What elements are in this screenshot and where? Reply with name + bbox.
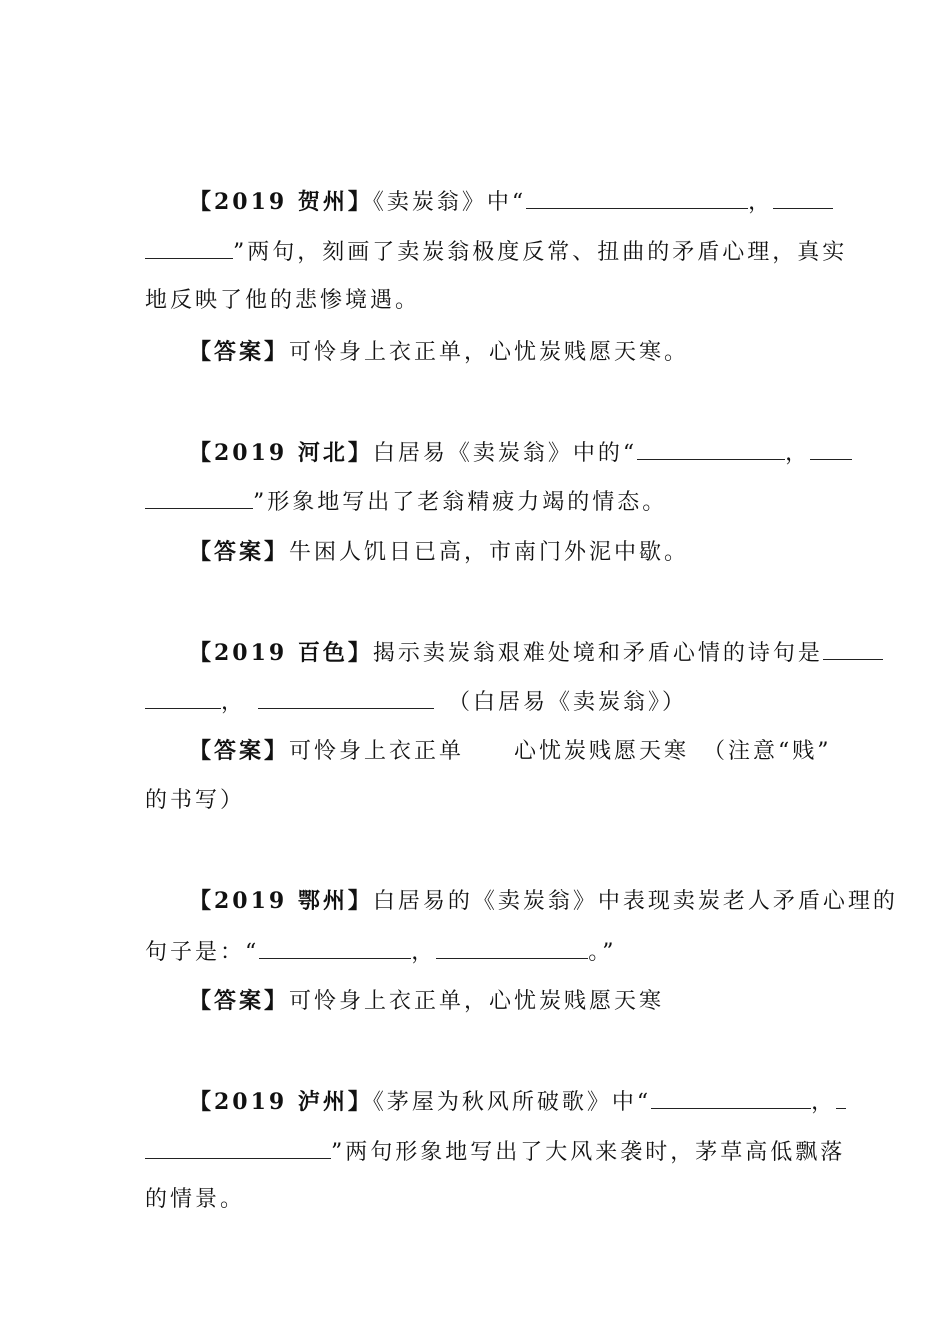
- question-tag: 【2019 贺州】: [189, 189, 373, 215]
- question-luzhou-line3: 的情景。: [145, 1187, 246, 1212]
- fill-blank[interactable]: [526, 186, 748, 209]
- question-hezhou-line2: [145, 236, 848, 268]
- question-text: 句子是：“: [145, 940, 260, 965]
- answer-baise-line1: [189, 736, 832, 767]
- question-tag: 【2019 百色】: [189, 640, 373, 666]
- question-tag: 【2019 鄂州】: [189, 888, 373, 914]
- question-text: 揭示卖炭翁艰难处境和矛盾心情的诗句是: [372, 641, 823, 666]
- fill-blank[interactable]: [810, 437, 852, 460]
- question-tag: 【2019 泸州】: [189, 1089, 373, 1115]
- answer-ezhou: [189, 986, 807, 1017]
- question-text: ，: [221, 690, 247, 715]
- question-tag: 【2019 河北】: [189, 440, 373, 466]
- answer-hezhou: [189, 337, 807, 368]
- answer-text: 牛困人饥日已高，市南门外泥中歇。: [289, 540, 690, 565]
- question-luzhou-line1: [189, 1086, 837, 1118]
- question-text: 。”: [588, 940, 617, 965]
- question-text: 白居易的《卖炭翁》中表现卖炭老人矛盾心理的: [372, 889, 898, 914]
- question-text: 《茅屋为秋风所破歌》中“: [372, 1090, 652, 1115]
- question-text: ，: [811, 1090, 837, 1115]
- question-hezhou-line1: [189, 186, 807, 218]
- answer-tag: 【答案】: [189, 988, 290, 1014]
- question-baise-line1: [189, 637, 823, 669]
- answer-tag: 【答案】: [189, 339, 290, 365]
- question-hebei-line2: [145, 486, 807, 518]
- answer-text: 可怜身上衣正单，心忧炭贱愿天寒。: [289, 340, 690, 365]
- question-text: ，: [411, 940, 437, 965]
- question-ezhou-line2: [145, 936, 807, 968]
- answer-tag: 【答案】: [189, 539, 290, 565]
- fill-blank[interactable]: [259, 936, 411, 959]
- answer-text: 可怜身上衣正单 心忧炭贱愿天寒 （注意“贱”: [289, 739, 832, 764]
- question-text: （白居易《卖炭翁》）: [448, 690, 688, 715]
- question-text: 白居易《卖炭翁》中的“: [372, 441, 638, 466]
- answer-text: 可怜身上衣正单，心忧炭贱愿天寒: [289, 989, 665, 1014]
- question-hebei-line1: [189, 437, 811, 469]
- question-text: ”两句形象地写出了大风来袭时，茅草高低飘落: [331, 1140, 846, 1165]
- question-text: ，: [785, 441, 811, 466]
- answer-hebei: [189, 537, 807, 568]
- question-hezhou-line3: 地反映了他的悲惨境遇。: [145, 288, 421, 313]
- fill-blank[interactable]: [145, 686, 221, 709]
- question-text: ”形象地写出了老翁精疲力竭的情态。: [253, 490, 668, 515]
- fill-blank[interactable]: [651, 1086, 811, 1109]
- question-baise-line2: [145, 686, 807, 718]
- fill-blank[interactable]: [823, 637, 883, 660]
- answer-tag: 【答案】: [189, 738, 290, 764]
- question-text: 《卖炭翁》中“: [372, 190, 527, 215]
- question-text: ”两句，刻画了卖炭翁极度反常、扭曲的矛盾心理，真实: [233, 240, 848, 265]
- answer-baise-line2: 的书写）: [145, 788, 246, 813]
- fill-blank[interactable]: [836, 1086, 846, 1109]
- fill-blank[interactable]: [637, 437, 785, 460]
- fill-blank[interactable]: [145, 1136, 331, 1159]
- fill-blank[interactable]: [145, 486, 253, 509]
- question-luzhou-line2: [145, 1136, 846, 1168]
- question-text: ，: [748, 190, 774, 215]
- fill-blank[interactable]: [258, 686, 434, 709]
- fill-blank[interactable]: [145, 236, 233, 259]
- question-ezhou-line1: [189, 886, 898, 917]
- fill-blank[interactable]: [773, 186, 833, 209]
- fill-blank[interactable]: [436, 936, 588, 959]
